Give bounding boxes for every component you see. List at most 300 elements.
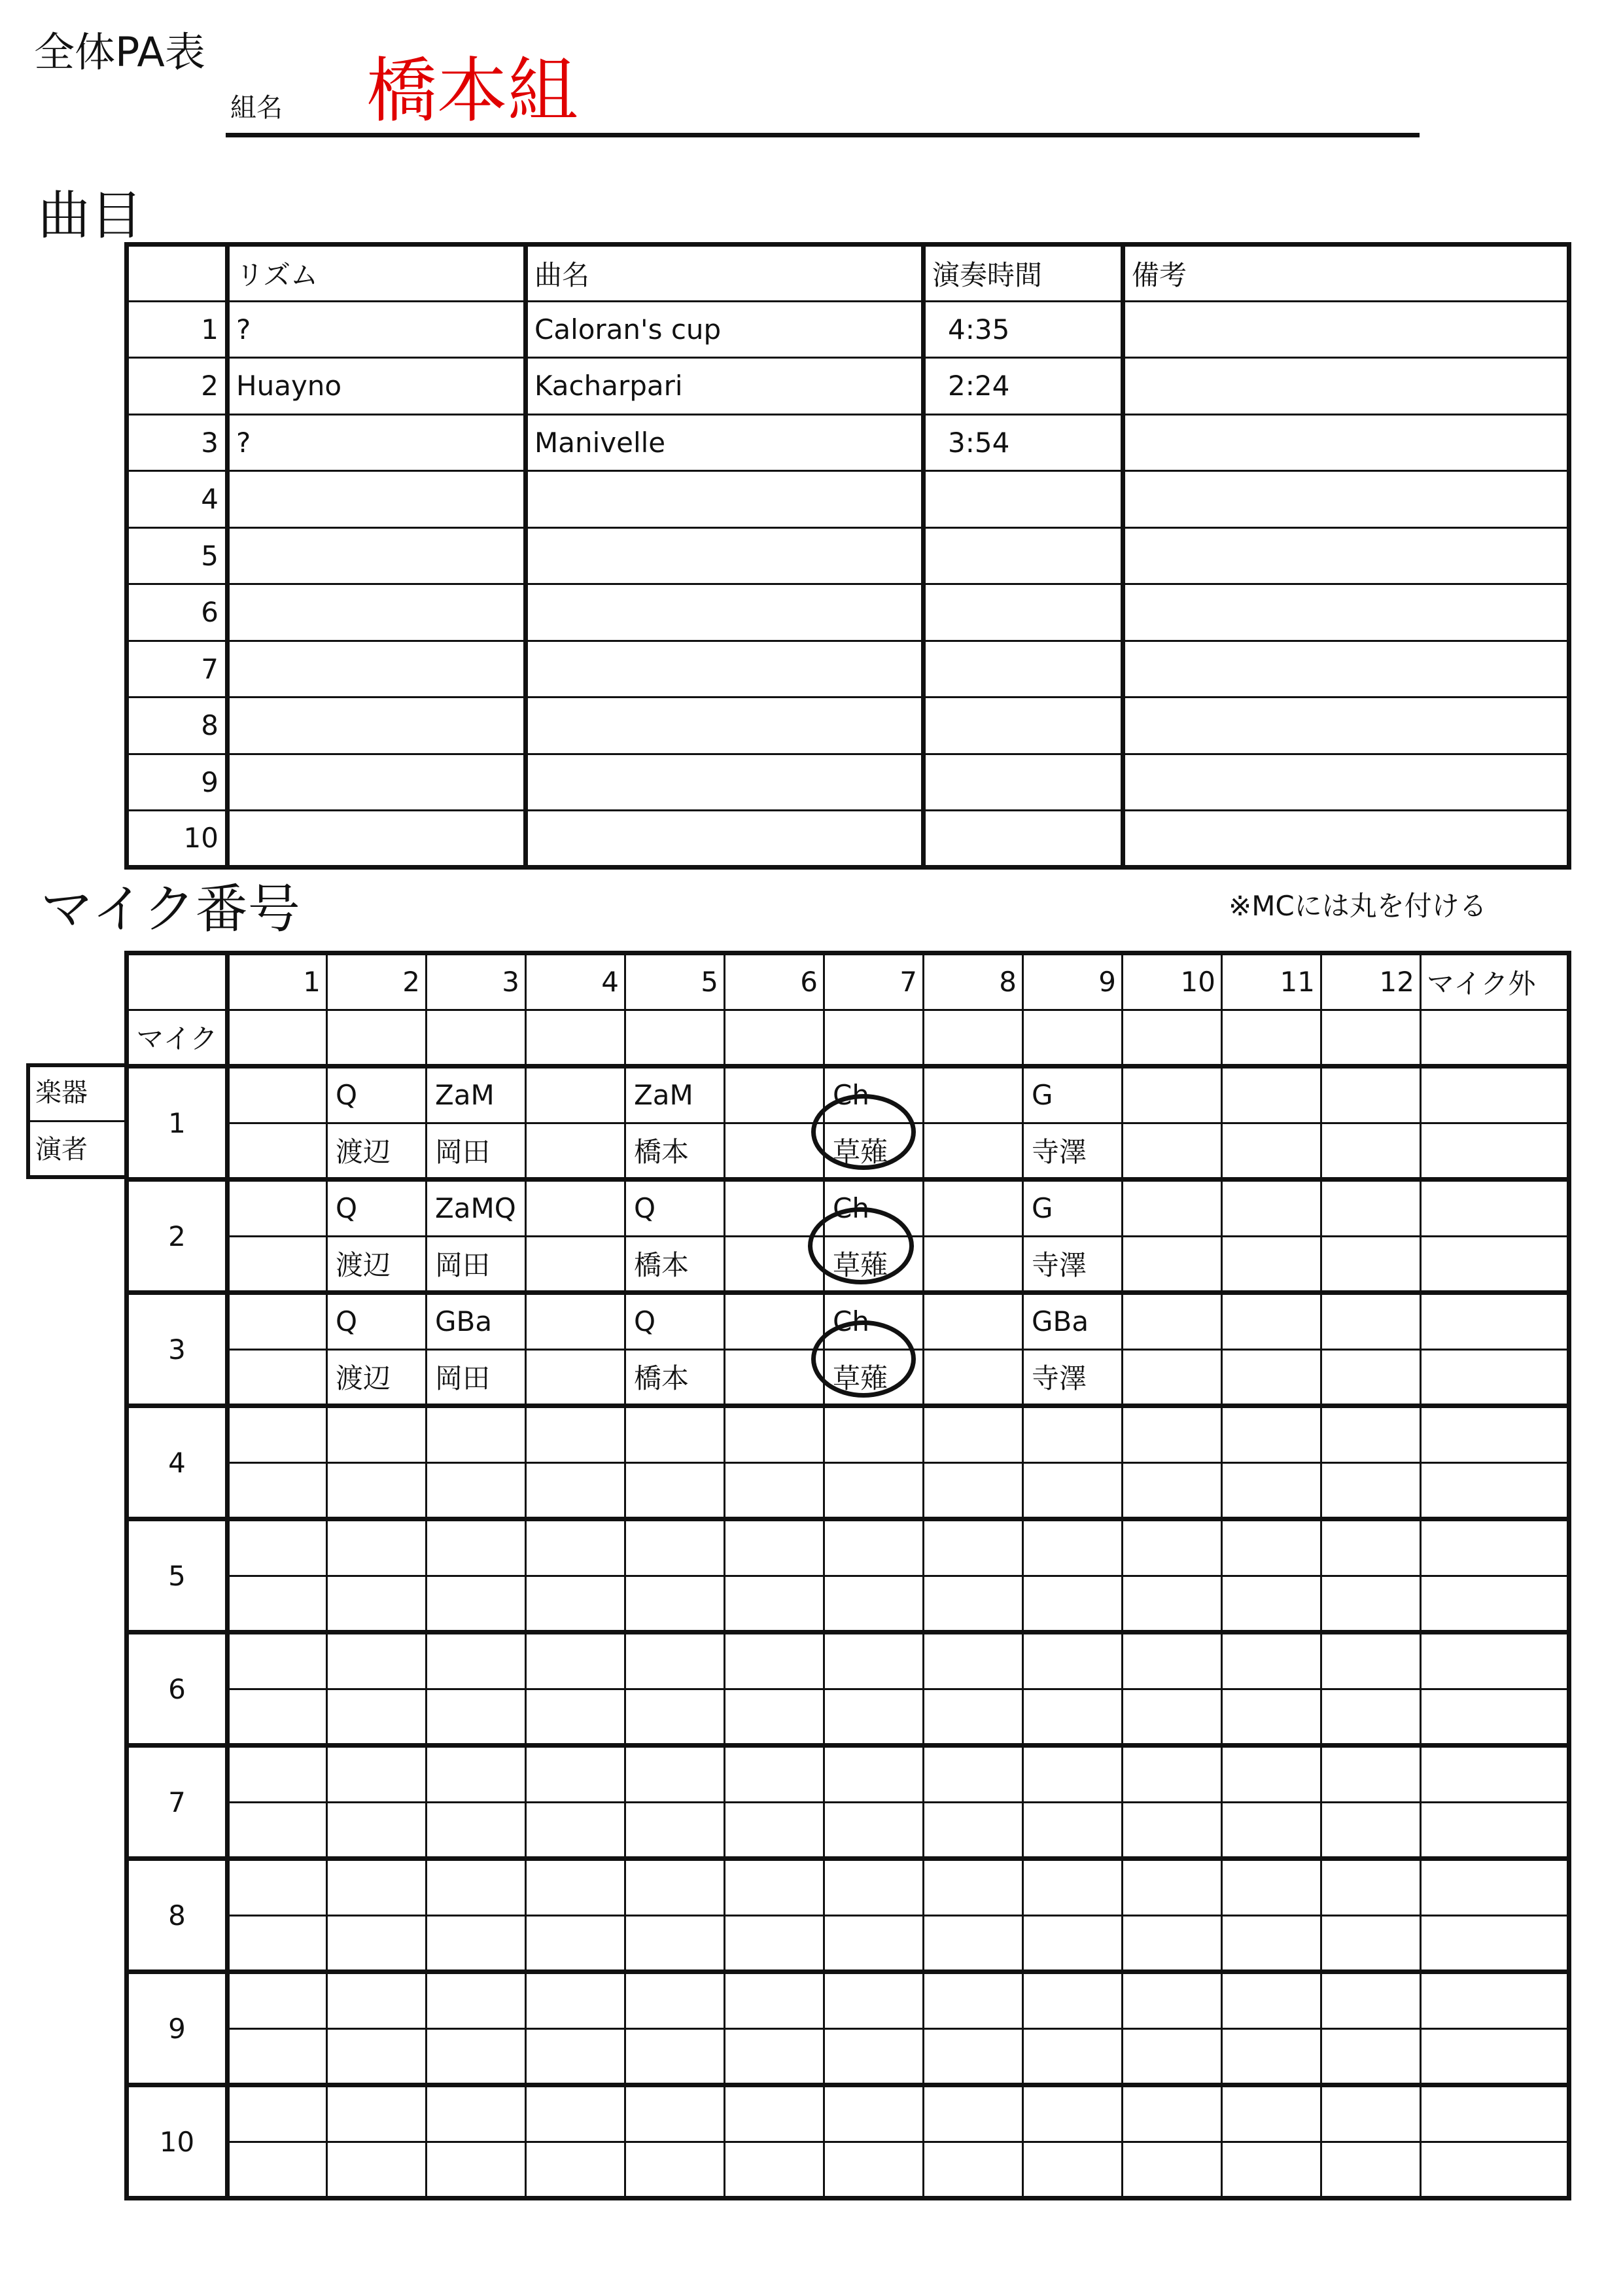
instrument-cell (1321, 1180, 1421, 1237)
song-time (924, 698, 1123, 754)
performer-cell (1023, 1915, 1123, 1972)
instrument-cell (1222, 1293, 1321, 1350)
instrument-cell (1023, 2085, 1123, 2142)
performer-cell: 草薙 (824, 1236, 924, 1293)
performer-cell (1421, 1236, 1569, 1293)
instrument-cell (228, 1859, 327, 1916)
song-note (1123, 301, 1569, 358)
instrument-cell (228, 1633, 327, 1689)
performer-cell (327, 2142, 427, 2199)
song-number: 2 (127, 358, 228, 415)
channel-header: 9 (1023, 953, 1123, 1010)
performer-cell (1321, 1689, 1421, 1746)
instrument-cell (1421, 1519, 1569, 1576)
performer-cell (1222, 1915, 1321, 1972)
performer-cell (228, 1123, 327, 1180)
performer-cell (1321, 1236, 1421, 1293)
mic-performer-row (127, 1576, 1569, 1633)
song-rhythm: Huayno (228, 358, 526, 415)
performer-cell (824, 2142, 924, 2199)
performer-cell: 渡辺 (327, 1236, 427, 1293)
performer-cell (228, 2028, 327, 2085)
instrument-cell (526, 1406, 625, 1463)
song-number: 10 (127, 811, 228, 868)
performer-cell (228, 1576, 327, 1633)
performer-cell (725, 1462, 824, 1519)
mic-performer-row (127, 1689, 1569, 1746)
song-rhythm (228, 754, 526, 811)
song-title (526, 698, 924, 754)
instrument-cell (625, 2085, 725, 2142)
performer-cell (327, 2028, 427, 2085)
instrument-cell: Ch (824, 1180, 924, 1237)
instrument-cell (1123, 1633, 1222, 1689)
instrument-cell (1123, 1746, 1222, 1803)
performer-cell (725, 2028, 824, 2085)
page-title: 全体PA表 (34, 28, 205, 76)
instrument-cell (526, 1293, 625, 1350)
performer-cell (526, 1915, 625, 1972)
instrument-cell (427, 1519, 526, 1576)
performer-cell (1222, 1236, 1321, 1293)
performer-cell (824, 1462, 924, 1519)
performer-cell (427, 1802, 526, 1859)
performer-cell (924, 1802, 1023, 1859)
performer-cell (924, 2142, 1023, 2199)
instrument-cell: G (1023, 1067, 1123, 1123)
mic-performer-row (127, 2142, 1569, 2199)
performer-cell (924, 1915, 1023, 1972)
instrument-cell: ZaM (625, 1067, 725, 1123)
instrument-cell (625, 1746, 725, 1803)
instrument-cell (1123, 2085, 1222, 2142)
performer-cell (1421, 2142, 1569, 2199)
performer-cell (625, 1915, 725, 1972)
song-number: 6 (127, 584, 228, 641)
song-note (1123, 811, 1569, 868)
song-note (1123, 471, 1569, 528)
performer-cell (1023, 1689, 1123, 1746)
performer-cell (625, 1802, 725, 1859)
channel-header: 4 (526, 953, 625, 1010)
performer-cell (1123, 1123, 1222, 1180)
instrument-cell (924, 1406, 1023, 1463)
channel-header: 10 (1123, 953, 1222, 1010)
instrument-cell (824, 1406, 924, 1463)
performer-cell (1123, 1915, 1222, 1972)
performer-cell (725, 1349, 824, 1406)
performer-cell (427, 1576, 526, 1633)
performer-cell (1421, 1915, 1569, 1972)
song-rhythm (228, 527, 526, 584)
performer-cell (1321, 1915, 1421, 1972)
instrument-cell (1222, 1633, 1321, 1689)
instrument-cell (327, 1406, 427, 1463)
performer-cell (327, 1462, 427, 1519)
songs-header-time: 演奏時間 (924, 245, 1123, 302)
songs-header-note: 備考 (1123, 245, 1569, 302)
performer-cell (1222, 1123, 1321, 1180)
instrument-cell (1321, 1746, 1421, 1803)
instrument-cell (526, 1180, 625, 1237)
performer-cell (625, 2142, 725, 2199)
instrument-cell (725, 1519, 824, 1576)
song-time: 4:35 (924, 301, 1123, 358)
instrument-cell (625, 1859, 725, 1916)
instrument-cell (228, 1519, 327, 1576)
instrument-cell (924, 1859, 1023, 1916)
performer-cell (1321, 1349, 1421, 1406)
song-note (1123, 584, 1569, 641)
mic-instrument-row (127, 1972, 1569, 2029)
song-time (924, 527, 1123, 584)
performer-cell: 寺澤 (1023, 1236, 1123, 1293)
instrument-cell (228, 2085, 327, 2142)
channel-header: 1 (228, 953, 327, 1010)
performer-cell (526, 1349, 625, 1406)
performer-cell (1123, 1462, 1222, 1519)
instrument-cell: Ch (824, 1067, 924, 1123)
performer-cell (327, 1915, 427, 1972)
song-row (127, 301, 1569, 358)
channel-header-outside: マイク外 (1421, 953, 1569, 1010)
channel-header: 3 (427, 953, 526, 1010)
instrument-cell (924, 1067, 1023, 1123)
instrument-cell (1421, 1859, 1569, 1916)
performer-cell (725, 1123, 824, 1180)
instrument-cell (327, 1633, 427, 1689)
song-number: 1 (127, 301, 228, 358)
song-note (1123, 358, 1569, 415)
songs-header-rhythm: リズム (228, 245, 526, 302)
song-title: Caloran's cup (526, 301, 924, 358)
performer-cell (228, 1236, 327, 1293)
mic-instrument-row (127, 1633, 1569, 1689)
performer-cell (427, 1462, 526, 1519)
instrument-cell (725, 1406, 824, 1463)
instrument-cell (725, 1859, 824, 1916)
instrument-cell (1023, 1406, 1123, 1463)
instrument-cell (526, 1972, 625, 2029)
instrument-cell (427, 1633, 526, 1689)
instrument-cell (1321, 1859, 1421, 1916)
performer-cell (725, 1802, 824, 1859)
instrument-cell (924, 1972, 1023, 2029)
performer-cell (526, 1462, 625, 1519)
performer-cell (427, 2142, 526, 2199)
performer-cell (1421, 1123, 1569, 1180)
instrument-cell: Ch (824, 1293, 924, 1350)
instrument-cell (526, 2085, 625, 2142)
performer-cell (725, 2142, 824, 2199)
performer-cell (526, 2142, 625, 2199)
performer-cell (824, 1802, 924, 1859)
instrument-cell (1321, 2085, 1421, 2142)
performer-cell (228, 1915, 327, 1972)
instrument-cell: ZaMQ (427, 1180, 526, 1237)
instrument-cell: ZaM (427, 1067, 526, 1123)
instrument-cell (725, 1972, 824, 2029)
instrument-cell (327, 1859, 427, 1916)
performer-cell: 草薙 (824, 1123, 924, 1180)
performer-cell: 岡田 (427, 1349, 526, 1406)
instrument-cell: Q (327, 1293, 427, 1350)
song-row (127, 584, 1569, 641)
performer-cell (1123, 1349, 1222, 1406)
song-title (526, 754, 924, 811)
song-time (924, 471, 1123, 528)
performer-cell (1421, 1576, 1569, 1633)
instrument-cell (1123, 1859, 1222, 1916)
performer-cell (1123, 2142, 1222, 2199)
instrument-cell (327, 1519, 427, 1576)
instrument-cell (228, 1972, 327, 2029)
instrument-label: 楽器 (35, 1078, 88, 1108)
instrument-cell: G (1023, 1180, 1123, 1237)
mic-performer-row (127, 1462, 1569, 1519)
performer-cell: 岡田 (427, 1236, 526, 1293)
instrument-cell: Q (625, 1293, 725, 1350)
performer-cell (625, 2028, 725, 2085)
song-number: 9 (127, 754, 228, 811)
instrument-cell (427, 1972, 526, 2029)
song-row (127, 358, 1569, 415)
performer-cell (228, 1802, 327, 1859)
instrument-cell (228, 1746, 327, 1803)
performer-cell (1222, 1802, 1321, 1859)
song-note (1123, 527, 1569, 584)
instrument-cell (924, 1519, 1023, 1576)
mic-performer-row (127, 1915, 1569, 1972)
performer-cell (228, 1462, 327, 1519)
performer-cell (228, 1689, 327, 1746)
instrument-cell (625, 1633, 725, 1689)
instrument-cell (526, 1519, 625, 1576)
instrument-cell: Q (327, 1180, 427, 1237)
instrument-cell (1023, 1519, 1123, 1576)
song-number: 3 (127, 414, 228, 471)
instrument-cell (1222, 2085, 1321, 2142)
instrument-cell (1321, 1293, 1421, 1350)
song-row (127, 414, 1569, 471)
song-number: 7 (127, 641, 228, 698)
song-time (924, 641, 1123, 698)
performer-cell: 草薙 (824, 1349, 924, 1406)
performer-cell (1421, 1689, 1569, 1746)
performer-cell (526, 2028, 625, 2085)
performer-cell (725, 1576, 824, 1633)
instrument-cell (526, 1746, 625, 1803)
instrument-cell (725, 1633, 824, 1689)
performer-cell: 渡辺 (327, 1123, 427, 1180)
performer-cell (1222, 1462, 1321, 1519)
instrument-cell (924, 1746, 1023, 1803)
performer-cell (824, 2028, 924, 2085)
instrument-cell (1222, 1067, 1321, 1123)
performer-cell (725, 1689, 824, 1746)
performer-cell (1222, 1349, 1321, 1406)
performer-cell (924, 2028, 1023, 2085)
mic-song-number: 5 (127, 1519, 228, 1633)
song-time (924, 584, 1123, 641)
song-title (526, 471, 924, 528)
instrument-cell (924, 1293, 1023, 1350)
performer-cell (924, 1236, 1023, 1293)
instrument-cell (1222, 1859, 1321, 1916)
performer-cell (924, 1349, 1023, 1406)
performer-cell (1321, 1802, 1421, 1859)
instrument-cell (625, 1406, 725, 1463)
performer-cell (526, 1236, 625, 1293)
channel-header: 8 (924, 953, 1023, 1010)
instrument-cell (1123, 1067, 1222, 1123)
performer-cell (1023, 1462, 1123, 1519)
instrument-cell (427, 2085, 526, 2142)
songs-header-row (127, 245, 1569, 302)
channel-header: 2 (327, 953, 427, 1010)
performer-cell (824, 1689, 924, 1746)
performer-cell (1123, 1236, 1222, 1293)
performer-cell (725, 1915, 824, 1972)
song-time (924, 811, 1123, 868)
instrument-cell (427, 1859, 526, 1916)
mc-circle-note: ※MCには丸を付ける (1229, 890, 1487, 922)
mic-song-number: 1 (127, 1067, 228, 1180)
instrument-cell (625, 1519, 725, 1576)
song-rhythm: ? (228, 414, 526, 471)
performer-cell (1023, 2142, 1123, 2199)
performer-cell (625, 1689, 725, 1746)
instrument-cell: Q (625, 1180, 725, 1237)
instrument-cell: Q (327, 1067, 427, 1123)
performer-cell: 橋本 (625, 1236, 725, 1293)
mic-instrument-row (127, 1406, 1569, 1463)
performer-cell (228, 1349, 327, 1406)
instrument-cell (1222, 1746, 1321, 1803)
instrument-cell (1123, 1406, 1222, 1463)
instrument-cell (924, 2085, 1023, 2142)
instrument-cell (1123, 1180, 1222, 1237)
performer-cell: 寺澤 (1023, 1349, 1123, 1406)
mic-instrument-row (127, 1519, 1569, 1576)
instrument-cell (1321, 1633, 1421, 1689)
performer-cell (427, 1689, 526, 1746)
instrument-cell (824, 1972, 924, 2029)
performer-cell (1421, 2028, 1569, 2085)
performer-cell (1222, 2142, 1321, 2199)
performer-cell: 寺澤 (1023, 1123, 1123, 1180)
performer-cell (1421, 1802, 1569, 1859)
song-rhythm (228, 811, 526, 868)
song-title: Manivelle (526, 414, 924, 471)
song-title: Kacharpari (526, 358, 924, 415)
instrument-cell (824, 1859, 924, 1916)
group-underline (226, 133, 1420, 137)
instrument-cell (1421, 1067, 1569, 1123)
instrument-cell (1222, 1180, 1321, 1237)
song-note (1123, 414, 1569, 471)
instrument-cell (924, 1633, 1023, 1689)
mic-label-row (127, 1010, 1569, 1067)
performer-cell (924, 1123, 1023, 1180)
instrument-cell (1421, 1406, 1569, 1463)
performer-cell (526, 1689, 625, 1746)
performer-cell (1321, 1576, 1421, 1633)
performer-cell (1222, 1576, 1321, 1633)
performer-cell (1123, 1576, 1222, 1633)
songs-section-title: 曲目 (38, 185, 143, 246)
performer-cell (625, 1462, 725, 1519)
instrument-cell (924, 1180, 1023, 1237)
performer-cell (1222, 2028, 1321, 2085)
channel-header: 11 (1222, 953, 1321, 1010)
song-title (526, 811, 924, 868)
instrument-cell (1421, 2085, 1569, 2142)
song-title (526, 641, 924, 698)
song-title (526, 584, 924, 641)
mc-circle-song2 (808, 1207, 914, 1284)
song-note (1123, 754, 1569, 811)
songs-header-no (127, 245, 228, 302)
performer-cell (824, 1576, 924, 1633)
performer-cell: 橋本 (625, 1349, 725, 1406)
instrument-cell (228, 1293, 327, 1350)
performer-cell (1321, 2142, 1421, 2199)
instrument-cell: GBa (427, 1293, 526, 1350)
performer-cell (924, 1462, 1023, 1519)
song-row (127, 641, 1569, 698)
song-rhythm (228, 584, 526, 641)
channel-header: 6 (725, 953, 824, 1010)
performer-cell (427, 1915, 526, 1972)
instrument-cell (725, 2085, 824, 2142)
group-label: 組名 (230, 93, 283, 123)
channel-header: 12 (1321, 953, 1421, 1010)
instrument-cell (427, 1406, 526, 1463)
song-time: 3:54 (924, 414, 1123, 471)
instrument-cell (1321, 1406, 1421, 1463)
instrument-cell (824, 2085, 924, 2142)
instrument-cell (1123, 1972, 1222, 2029)
instrument-cell (526, 1633, 625, 1689)
performer-cell: 渡辺 (327, 1349, 427, 1406)
mic-header-corner (127, 953, 228, 1010)
instrument-cell (228, 1180, 327, 1237)
performer-cell (1023, 2028, 1123, 2085)
instrument-cell (526, 1859, 625, 1916)
performer-cell (1321, 2028, 1421, 2085)
song-number: 8 (127, 698, 228, 754)
performer-cell (327, 1802, 427, 1859)
instrument-cell (824, 1519, 924, 1576)
song-note (1123, 641, 1569, 698)
instrument-cell (526, 1067, 625, 1123)
channel-header: 7 (824, 953, 924, 1010)
song-title (526, 527, 924, 584)
mic-section-title: マイク番号 (41, 879, 300, 940)
mc-circle-song1 (811, 1094, 916, 1170)
group-name: 橋本組 (366, 50, 579, 132)
instrument-cell (327, 1972, 427, 2029)
instrument-cell (427, 1746, 526, 1803)
performer-cell (1123, 1802, 1222, 1859)
instrument-cell (1222, 1972, 1321, 2029)
mic-song-number: 3 (127, 1293, 228, 1406)
song-number: 5 (127, 527, 228, 584)
song-row (127, 698, 1569, 754)
performer-cell (1023, 1576, 1123, 1633)
song-rhythm: ? (228, 301, 526, 358)
